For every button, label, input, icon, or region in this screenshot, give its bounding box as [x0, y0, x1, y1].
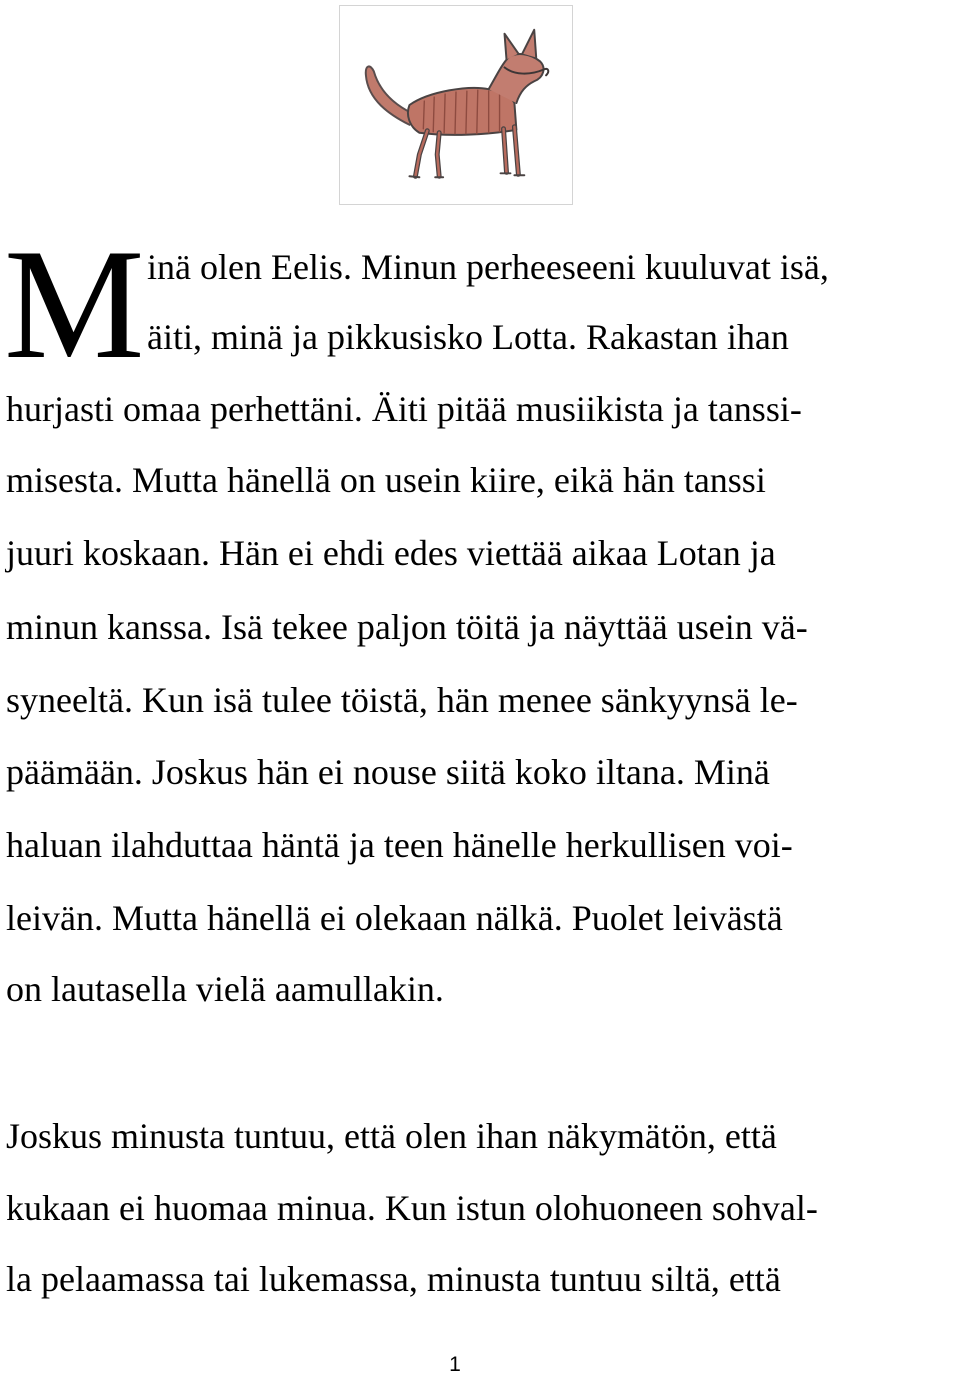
paragraph-1-line: minun kanssa. Isä tekee paljon töitä ja näyttää usein vä-: [6, 607, 808, 647]
paragraph-1-line: inä olen Eelis. Minun perheeseeni kuuluvat isä,: [147, 247, 829, 287]
paragraph-1-line: hurjasti omaa perhettäni. Äiti pitää musiikista ja tanssi-: [6, 389, 802, 429]
drawn-dog-icon: [340, 6, 572, 204]
paragraph-1-line: juuri koskaan. Hän ei ehdi edes viettää aikaa Lotan ja: [6, 533, 776, 573]
paragraph-1-line: haluan ilahduttaa häntä ja teen hänelle herkullisen voi-: [6, 825, 793, 865]
paragraph-1-line: on lautasella vielä aamullakin.: [6, 969, 444, 1009]
paragraph-1-line: päämään. Joskus hän ei nouse siitä koko iltana. Minä: [6, 752, 770, 792]
paragraph-2-line: kukaan ei huomaa minua. Kun istun olohuoneen sohval-: [6, 1188, 818, 1228]
drop-cap-letter: M: [4, 217, 145, 392]
paragraph-2-line: Joskus minusta tuntuu, että olen ihan näkymätön, että: [6, 1116, 777, 1156]
paragraph-1-line: misesta. Mutta hänellä on usein kiire, eikä hän tanssi: [6, 460, 766, 500]
page-number: 1: [449, 1353, 461, 1376]
paragraph-2-line: la pelaamassa tai lukemassa, minusta tuntuu siltä, että: [6, 1259, 781, 1299]
paragraph-1-line: äiti, minä ja pikkusisko Lotta. Rakastan ihan: [147, 317, 789, 357]
paragraph-1-line: leivän. Mutta hänellä ei olekaan nälkä. Puolet leivästä: [6, 898, 783, 938]
paragraph-1-line: syneeltä. Kun isä tulee töistä, hän menee sänkyynsä le-: [6, 680, 798, 720]
dog-drawing-illustration: [339, 5, 573, 205]
